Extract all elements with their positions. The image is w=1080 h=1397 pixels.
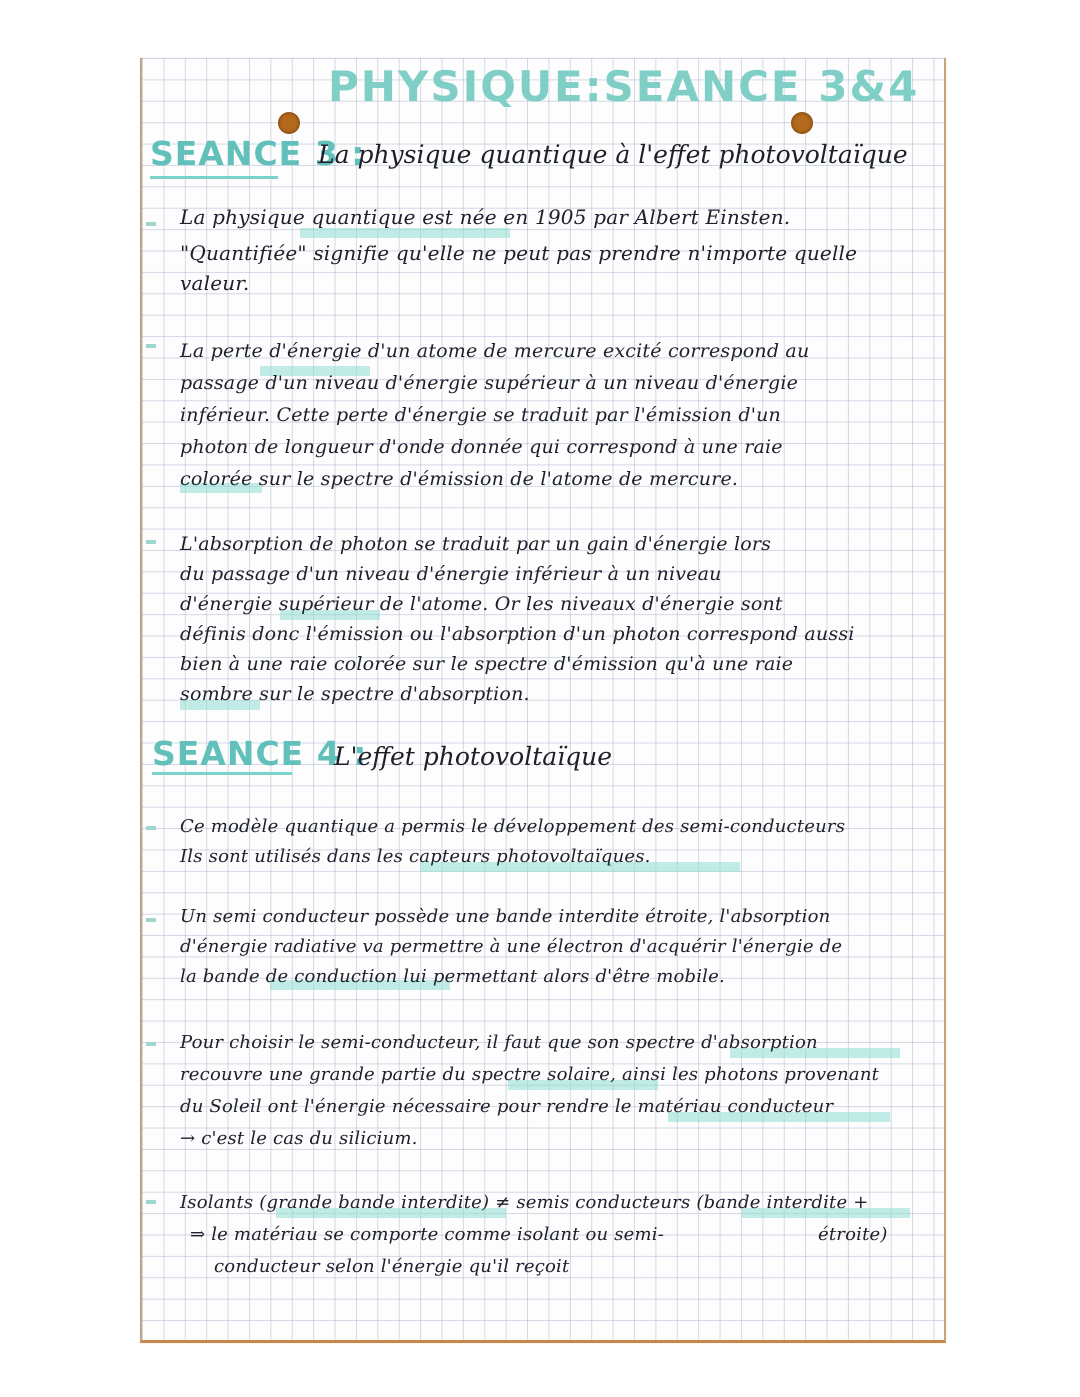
binder-hole-left: [278, 112, 300, 134]
text-line: ⇒ le matériau se comporte comme isolant ou semi-: [190, 1224, 665, 1245]
text-line: photon de longueur d'onde donnée qui correspond à une raie: [180, 436, 783, 458]
text-line: colorée sur le spectre d'émission de l'atome de mercure.: [180, 468, 739, 490]
text-line: bien à une raie colorée sur le spectre d'émission qu'à une raie: [180, 653, 794, 675]
text-line: → c'est le cas du silicium.: [180, 1128, 418, 1149]
text-line: sombre sur le spectre d'absorption.: [180, 683, 530, 705]
text-line: Ils sont utilisés dans les capteurs photovoltaïques.: [180, 846, 651, 867]
bullet-marker: [146, 1042, 156, 1046]
seance4-heading: SEANCE 4 :: [152, 734, 368, 773]
bullet-marker: [146, 1200, 156, 1204]
text-line: Isolants (grande bande interdite) ≠ semis conducteurs (bande interdite +: [180, 1192, 869, 1213]
bullet-marker: [146, 826, 156, 830]
highlight: [300, 228, 510, 238]
text-line: la bande de conduction lui permettant alors d'être mobile.: [180, 966, 725, 987]
seance4-subtitle: L'effet photovoltaïque: [334, 742, 613, 771]
text-line: La physique quantique est née en 1905 par Albert Einsten.: [180, 205, 791, 229]
text-line: "Quantifiée" signifie qu'elle ne peut pas prendre n'importe quelle: [180, 241, 858, 265]
bullet-marker: [146, 222, 156, 226]
bullet-marker: [146, 918, 156, 922]
text-line: passage d'un niveau d'énergie supérieur à un niveau d'énergie: [180, 372, 799, 394]
text-line: du passage d'un niveau d'énergie inférieur à un niveau: [180, 563, 722, 585]
text-line: L'absorption de photon se traduit par un gain d'énergie lors: [180, 533, 772, 555]
text-line: d'énergie radiative va permettre à une électron d'acquérir l'énergie de: [180, 936, 843, 957]
seance3-subtitle: La physique quantique à l'effet photovoltaïque: [318, 140, 908, 169]
text-line: du Soleil ont l'énergie nécessaire pour rendre le matériau conducteur: [180, 1096, 834, 1117]
binder-hole-right: [791, 112, 813, 134]
seance3-heading: SEANCE 3 :: [150, 134, 366, 173]
text-line: Un semi conducteur possède une bande interdite étroite, l'absorption: [180, 906, 831, 927]
text-line: recouvre une grande partie du spectre solaire, ainsi les photons provenant: [180, 1064, 880, 1085]
text-line: étroite): [818, 1224, 888, 1245]
text-line: définis donc l'émission ou l'absorption d'un photon correspond aussi: [180, 623, 855, 645]
bullet-marker: [146, 540, 156, 544]
text-line: Ce modèle quantique a permis le développement des semi-conducteurs: [180, 816, 846, 837]
text-line: Pour choisir le semi-conducteur, il faut que son spectre d'absorption: [180, 1032, 818, 1053]
text-line: inférieur. Cette perte d'énergie se traduit par l'émission d'un: [180, 404, 781, 426]
text-line: d'énergie supérieur de l'atome. Or les niveaux d'énergie sont: [180, 593, 783, 615]
text-line: valeur.: [180, 271, 250, 295]
text-line: La perte d'énergie d'un atome de mercure excité correspond au: [180, 340, 810, 362]
page-title: PHYSIQUE:SEANCE 3&4: [328, 62, 920, 111]
heading-underline: [150, 176, 278, 179]
bullet-marker: [146, 344, 156, 348]
text-line: conducteur selon l'énergie qu'il reçoit: [214, 1256, 570, 1277]
